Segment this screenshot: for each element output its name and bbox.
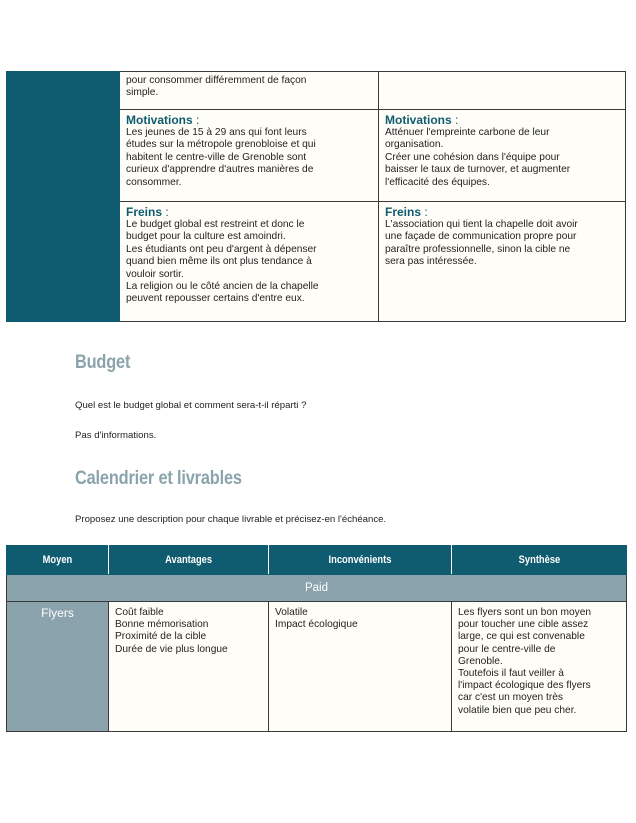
header-synthese: Synthèse: [452, 546, 627, 575]
motivations-cell-right: [379, 110, 626, 202]
text-line: Bonne mémorisation: [115, 619, 209, 631]
text-line: l'efficacité des équipes.: [385, 176, 490, 188]
table-row: [7, 72, 626, 110]
cell-heading: Motivations :: [126, 113, 200, 127]
text-line: l'impact écologique des flyers: [458, 680, 591, 692]
persona-table: [6, 71, 626, 322]
table-cell: [379, 72, 626, 110]
text-line: vouloir sortir.: [126, 268, 184, 280]
table-header-row: [7, 546, 627, 575]
text-line: budget pour la culture est amoindri.: [126, 231, 286, 243]
text-line: paraître professionnelle, sinon la cible ne: [385, 243, 571, 255]
text-line: pour consommer différemment de façon: [126, 75, 307, 86]
text-line: consommer.: [126, 176, 182, 188]
group-label-paid: Paid: [7, 575, 627, 602]
budget-answer: Pas d'informations.: [75, 430, 157, 441]
text-line: Les jeunes de 15 à 29 ans qui font leurs: [126, 127, 307, 138]
cell-avantages: [109, 602, 269, 732]
text-line: Impact écologique: [275, 619, 358, 631]
text-line: pour toucher une cible assez: [458, 619, 589, 631]
text-line: L'association qui tient la chapelle doit avoir: [385, 219, 578, 230]
text-line: Grenoble.: [458, 655, 503, 667]
text-line: Atténuer l'empreinte carbone de leur: [385, 127, 550, 138]
text-line: Proximité de la cible: [115, 631, 207, 643]
cell-heading: Motivations :: [385, 113, 459, 127]
text-line: quand bien même ils ont plus tendance à: [126, 256, 312, 268]
table-row: [7, 602, 627, 732]
text-line: car c'est un moyen très: [458, 692, 563, 704]
text-line: sera pas intéressée.: [385, 256, 477, 268]
row-label-flyers: Flyers: [7, 602, 109, 732]
text-line: simple.: [126, 87, 159, 99]
text-line: Les flyers sont un bon moyen: [458, 607, 592, 618]
table-side-cell: [7, 72, 120, 322]
moyens-table: [6, 545, 627, 732]
text-line: pour le centre-ville de: [458, 643, 556, 655]
text-line: large, ce qui est convenable: [458, 631, 585, 643]
calendrier-description: Proposez une description pour chaque livrable et précisez-en l'échéance.: [75, 514, 387, 525]
table-cell: [120, 72, 379, 110]
budget-question: Quel est le budget global et comment sera-t-il réparti ?: [75, 400, 307, 411]
text-line: Les étudiants ont peu d'argent à dépenser: [126, 243, 317, 255]
text-line: Volatile: [275, 607, 308, 618]
text-line: Coût faible: [115, 607, 164, 618]
motivations-cell-left: [120, 110, 379, 202]
text-line: Le budget global est restreint et donc le: [126, 219, 305, 230]
cell-synthese: [452, 602, 627, 732]
text-line: une façade de communication propre pour: [385, 231, 577, 243]
text-line: organisation.: [385, 139, 444, 151]
text-line: curieux d'apprendre d'autres manières de: [126, 164, 314, 176]
group-row: [7, 575, 627, 602]
text-line: La religion ou le côté ancien de la chapelle: [126, 281, 319, 293]
text-line: Toutefois il faut veiller à: [458, 668, 564, 680]
freins-cell-left: [120, 202, 379, 322]
header-inconvenients: Inconvénients: [269, 546, 452, 575]
text-line: Créer une cohésion dans l'équipe pour: [385, 151, 560, 163]
text-line: études sur la métropole grenobloise et qui: [126, 139, 316, 151]
text-line: peuvent repousser certains d'entre eux.: [126, 293, 305, 305]
cell-heading: Freins :: [126, 205, 169, 219]
text-line: habitent le centre-ville de Grenoble sont: [126, 151, 307, 163]
budget-heading: Budget: [75, 352, 131, 373]
calendrier-heading: Calendrier et livrables: [75, 468, 242, 489]
header-moyen: Moyen: [7, 546, 109, 575]
text-line: volatile bien que peu cher.: [458, 704, 577, 716]
cell-heading: Freins :: [385, 205, 428, 219]
freins-cell-right: [379, 202, 626, 322]
text-line: Durée de vie plus longue: [115, 643, 228, 655]
cell-inconvenients: [269, 602, 452, 732]
text-line: baisser le taux de turnover, et augmenter: [385, 164, 571, 176]
header-avantages: Avantages: [109, 546, 269, 575]
